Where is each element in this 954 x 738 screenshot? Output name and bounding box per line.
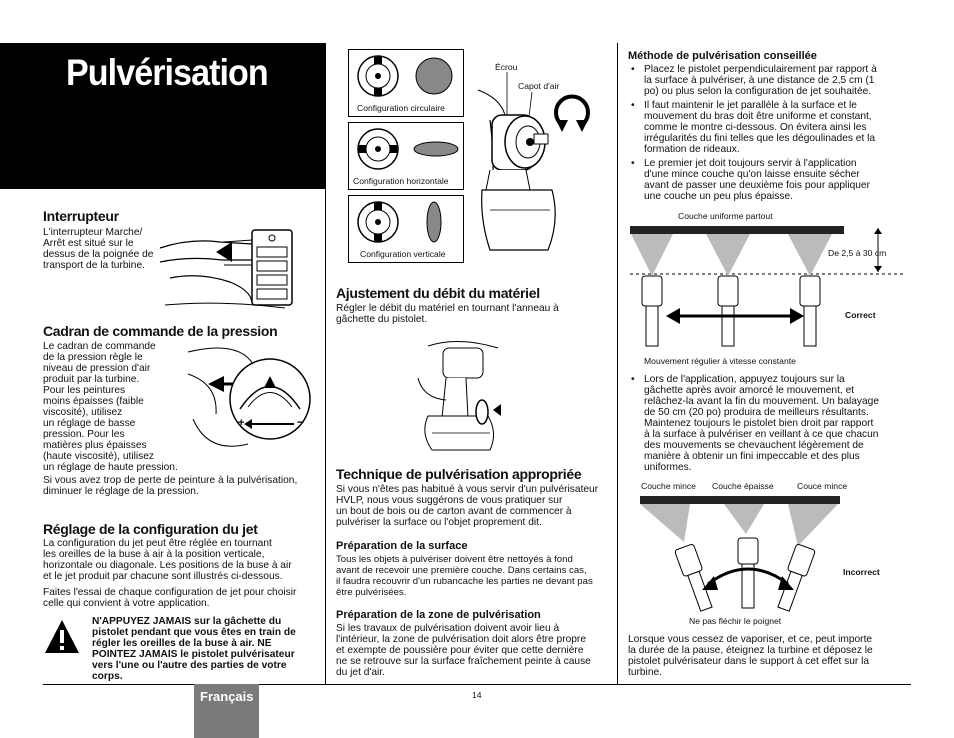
methode-heading: Méthode de pulvérisation conseillée [628,50,817,62]
sprayer-head-illustration [470,70,600,270]
callout-capot: Capot d'air [518,81,560,91]
prep-zone-body: Si les travaux de pulvérisation doivent avoir lieu à l'intérieur, la zone de pulvérisation doit alors être propre et exempte de poussière pour éviter que cette dernière ne se retrouve sur la surface fraîchement peinte à cause du jet d'air. [336,623,591,678]
debit-body: Régler le débit du matériel en tournant l'anneau à gâchette du pistolet. [336,303,559,325]
debit-heading: Ajustement du débit du matériel [336,285,540,301]
fig1-top-label: Couche uniforme partout [678,211,773,221]
column-divider-1 [325,43,326,684]
prep-surface-heading: Préparation de la surface [336,540,468,552]
config-circular-illustration [356,54,456,100]
footer-rule [43,684,911,685]
config-circular-label: Configuration circulaire [357,103,445,113]
technique-body: Si vous n'êtes pas habitué à vous servir d'un pulvérisateur HVLP, nous vous suggérons de vous pratiquer sur un bout de bois ou de carton avant de commencer à pulvériser la surface ou l'objet proprement dit. [336,484,599,528]
fig2-label-1: Couche mince [641,481,696,491]
switch-illustration [160,220,300,310]
config-horizontal-label: Configuration horizontale [353,176,449,186]
cadran-body: Le cadran de commande de la pression règle le niveau de pression d'air produit par la turbine. Pour les peintures moins épaisses (faible viscosité), utilisez un réglage de basse pression. Pour les matières plus épaisses (haute viscosité), utilisez un réglage de haute pression. [43,341,178,473]
prep-zone-heading: Préparation de la zone de pulvérisation [336,609,541,621]
flow-ring-illustration [398,338,513,456]
bullet-2: • Il faut maintenir le jet parallèle à la surface et le mouvement du bras doit être uniforme et constant, comme le montre ci-dessous. On évitera ainsi les irrégularités du fini telles que les dégoulinades et la formation de rideaux. [628,100,908,155]
config-vertical-illustration [356,200,456,246]
config-horizontal-illustration [356,127,456,173]
callout-ecrou: Écrou [495,62,518,72]
interrupteur-heading: Interrupteur [43,208,119,224]
cadran-heading: Cadran de commande de la pression [43,323,278,339]
svg-text:−: − [297,415,305,429]
closing-text: Lorsque vous cessez de vaporiser, et ce, peut importe la durée de la pause, éteignez la turbine et déposez le pistolet pulvérisateur dans le support à cet effet sur la turbine. [628,634,873,678]
column-divider-2 [617,43,618,684]
language-label: Français [200,689,254,704]
fig1-bottom-label: Mouvement régulier à vitesse constante [644,356,796,366]
fig1-spray-diagram [628,224,910,354]
fig2-label-2: Couche épaisse [712,481,774,491]
fig1-distance-label: De 2,5 à 30 cm [828,248,887,258]
fig2-bottom-label: Ne pas fléchir le poignet [689,616,782,626]
fig2-spray-diagram [638,494,848,616]
technique-heading: Technique de pulvérisation appropriée [336,466,582,482]
reglage-body-2: Faites l'essai de chaque configuration de jet pour choisir celle qui convient à votre application. [43,587,297,609]
warning-text: N'APPUYEZ JAMAIS sur la gâchette du pistolet pendant que vous êtes en train de régler les oreilles de la buse à air. NE POINTEZ JAMAIS le pistolet pulvérisateur vers l'une ou l'autre des parties de votre corps. [92,616,296,682]
fig2-incorrect-label: Incorrect [843,567,880,577]
cadran-note: Si vous avez trop de perte de peinture à la pulvérisation, diminuer le réglage de la pression. [43,475,298,497]
prep-surface-body: Tous les objets à pulvériser doivent être nettoyés à fond avant de recevoir une première couche. Dans certains cas, il faudra recouvrir d'un rubancache les parties ne devant pas être pulvérisées. [336,554,593,598]
svg-text:+: + [238,417,245,429]
page-title: Pulvérisation [66,52,268,93]
methode-bullets [628,64,908,205]
bullet-1: • Placez le pistolet perpendiculairement par rapport à la surface à pulvériser, à une distance de 2,5 cm (1 po) ou plus selon la configuration de jet souhaitée. [628,64,908,97]
bullet-3: • Le premier jet doit toujours servir à l'application d'une mince couche qu'on laisse ensuite sécher avant de passer une deuxième fois pour appliquer une couche un peu plus épaisse. [628,158,908,202]
fig1-correct-label: Correct [845,310,876,320]
config-vertical-label: Configuration verticale [360,249,446,259]
pressure-dial-illustration [188,344,313,456]
reglage-body: La configuration du jet peut être réglée en tournant les oreilles de la buse à air à la position verticale, horizontale ou diagonale. Les positions de la buse à air et le jet produit par chacune sont illustrés ci-dessous. [43,538,292,582]
bullet-4-list [628,374,908,476]
warning-icon [44,619,80,655]
page-number: 14 [472,690,482,700]
reglage-heading: Réglage de la configuration du jet [43,521,258,537]
interrupteur-body: L'interrupteur Marche/ Arrêt est situé sur le dessus de la poignée de transport de la turbine. [43,227,154,271]
fig2-label-3: Couce mince [797,481,848,491]
bullet-4: • Lors de l'application, appuyez toujours sur la gâchette après avoir amorcé le mouvement, et relâchez-la avant la fin du mouvement. Un balayage de 50 cm (20 po) produira de meilleurs résultants. Maintenez toujours le pistolet bien droit par rapport à la surface à pulvériser en veillant à ce que chacun des mouvements se chevauchent légèrement de manière à obtenir un fini impeccable et des plus uniformes. [628,374,908,473]
